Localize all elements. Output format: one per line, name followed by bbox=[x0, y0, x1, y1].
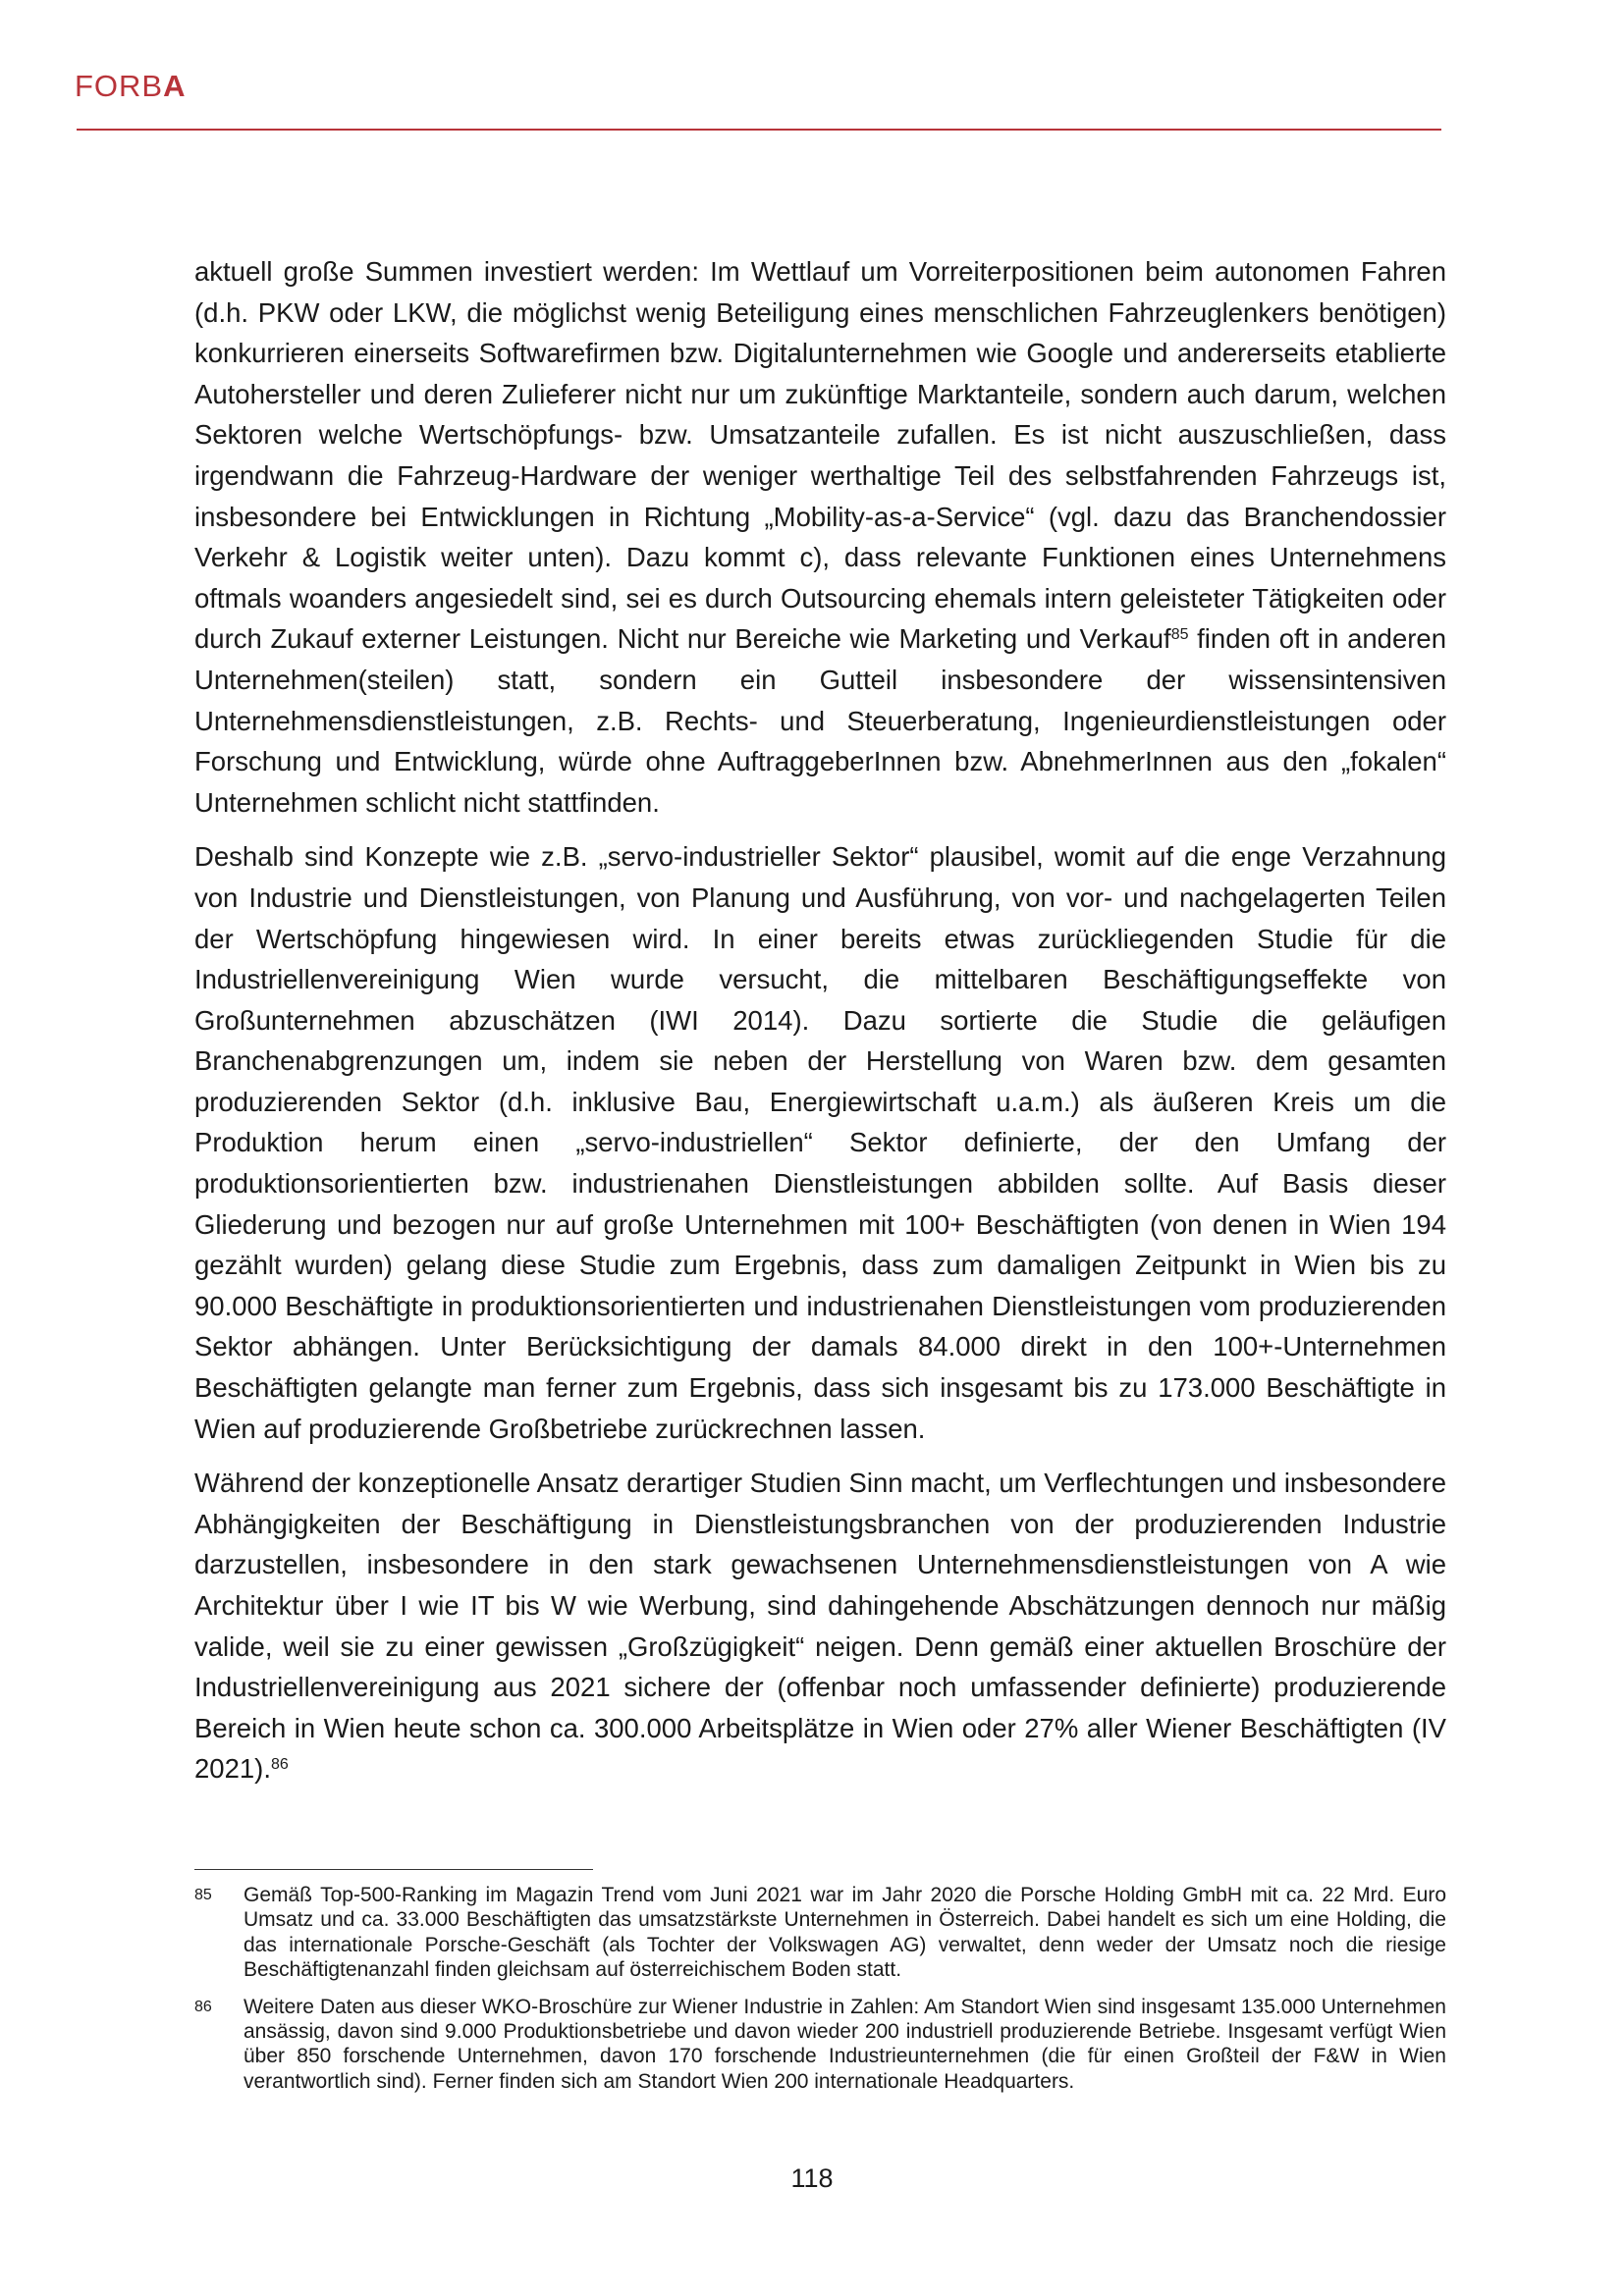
footnote-number: 85 bbox=[194, 1887, 212, 1903]
header-rule bbox=[77, 129, 1441, 131]
paragraph-2: Deshalb sind Konzepte wie z.B. „servo-industrieller Sektor“ plausibel, womit auf die enge Verzahnung von Industrie und Dienstleistungen, von Planung und Ausführung, von vor- und nachgelagerten Teilen der Wertschöpfung hingewiesen wird. In einer bereits etwas zurückliegenden Studie für die Industriellenvereinigung Wien wurde versucht, die mittelbaren Beschäftigungseffekte von Großunternehmen abzuschätzen (IWI 2014). Dazu sortierte die Studie die geläufigen Branchenabgrenzungen um, indem sie neben der Herstellung von Waren bzw. dem gesamten produzierenden Sektor (d.h. inklusive Bau, Energiewirtschaft u.a.m.) als äußeren Kreis um die Produktion herum einen „servo-industriellen“ Sektor definierte, der den Umfang der produktionsorientierten bzw. industrienahen Dienstleistungen abbilden sollte. Auf Basis dieser Gliederung und bezogen nur auf große Unternehmen mit 100+ Beschäftigten (von denen in Wien 194 gezählt wurden) gelang diese Studie zum Ergebnis, dass zum damaligen Zeitpunkt in Wien bis zu 90.000 Beschäftigte in produktionsorientierten und industrienahen Dienstleistungen vom produzierenden Sektor abhängen. Unter Berücksichtigung der damals 84.000 direkt in den 100+-Unternehmen Beschäftigten gelangte man ferner zum Ergebnis, dass sich insgesamt bis zu 173.000 Beschäftigte in Wien auf produzierende Großbetriebe zurückrechnen lassen. bbox=[194, 841, 1446, 1444]
footnote bbox=[194, 1995, 1446, 2095]
forba-logo: FORBA bbox=[75, 69, 187, 103]
page-header bbox=[75, 69, 187, 104]
footnote bbox=[194, 1883, 1446, 1983]
footnotes bbox=[194, 1883, 1446, 2106]
footnote-ref-85[interactable]: 85 bbox=[1170, 626, 1189, 644]
footnote-separator bbox=[194, 1869, 593, 1870]
footnote-text: Weitere Daten aus dieser WKO-Broschüre zur Wiener Industrie in Zahlen: Am Standort Wien sind insgesamt 135.000 Unternehmen ansässig, davon sind 9.000 Produktionsbetriebe und davon wieder 200 industriell produzierende Betriebe. Insgesamt verfügt Wien über 850 forschende Unternehmen, davon 170 forschende Industrieunternehmen (die für einen Großteil der F&W in Wien verantwortlich sind). Ferner finden sich am Standort Wien 200 internationale Headquarters. bbox=[244, 1995, 1446, 2093]
footnote-number: 86 bbox=[194, 1998, 212, 2015]
footnote-text: Gemäß Top-500-Ranking im Magazin Trend vom Juni 2021 war im Jahr 2020 die Porsche Holding GmbH mit ca. 22 Mrd. Euro Umsatz und ca. 33.000 Beschäftigten das umsatzstärkste Unternehmen in Österreich. Dabei handelt es sich um eine Holding, die das internationale Porsche-Geschäft (als Tochter der Volkswagen AG) verwaltet, denn weder der Umsatz noch die riesige Beschäftigtenanzahl finden gleichsam auf österreichischem Boden statt. bbox=[244, 1884, 1446, 1982]
page-number: 118 bbox=[790, 2163, 834, 2193]
footnote-ref-86[interactable]: 86 bbox=[270, 1756, 289, 1774]
body-text bbox=[194, 251, 1446, 1803]
paragraph-3: Während der konzeptionelle Ansatz derartiger Studien Sinn macht, um Verflechtungen und insbesondere Abhängigkeiten der Beschäftigung in Dienstleistungsbranchen von der produzierenden Industrie darzustellen, insbesondere in den stark gewachsenen Unternehmensdienstleistungen von A wie Architektur über I wie IT bis W wie Werbung, sind dahingehende Abschätzungen dennoch nur mäßig valide, weil sie zu einer gewissen „Großzügigkeit“ neigen. Denn gemäß einer aktuellen Broschüre der Industriellenvereinigung aus 2021 sichere der (offenbar noch umfassender definierte) produzierende Bereich in Wien heute schon ca. 300.000 Arbeitsplätze in Wien oder 27% aller Wiener Beschäftigten (IV 2021).$^{86}$ bbox=[194, 1468, 1446, 1785]
paragraph-1: aktuell große Summen investiert werden: Im Wettlauf um Vorreiterpositionen beim autonomen Fahren (d.h. PKW oder LKW, die möglichst wenig Beteiligung eines menschlichen Fahrzeuglenkers benötigen) konkurrieren einerseits Softwarefirmen bzw. Digitalunternehmen wie Google und andererseits etablierte Autohersteller und deren Zulieferer nicht nur um zukünftige Marktanteile, sondern auch darum, welchen Sektoren welche Wertschöpfungs- bzw. Umsatzanteile zufallen. Es ist nicht auszuschließen, dass irgendwann die Fahrzeug-Hardware der weniger werthaltige Teil des selbstfahrenden Fahrzeugs ist, insbesondere bei Entwicklungen in Richtung „Mobility-as-a-Service“ (vgl. dazu das Branchendossier Verkehr & Logistik weiter unten). Dazu kommt c), dass relevante Funktionen eines Unternehmens oftmals woanders angesiedelt sind, sei es durch Outsourcing ehemals intern geleisteter Tätigkeiten oder durch Zukauf externer Leistungen. Nicht nur Bereiche wie Marketing und Verkauf$^{85}$ finden oft in anderen Unternehmen(steilen) statt, sondern ein Gutteil insbesondere der wissensintensiven Unternehmensdienstleistungen, z.B. Rechts- und Steuerberatung, Ingenieurdienstleistungen oder Forschung und Entwicklung, würde ohne AuftraggeberInnen bzw. AbnehmerInnen aus den „fokalen“ Unternehmen schlicht nicht stattfinden. bbox=[194, 256, 1446, 818]
